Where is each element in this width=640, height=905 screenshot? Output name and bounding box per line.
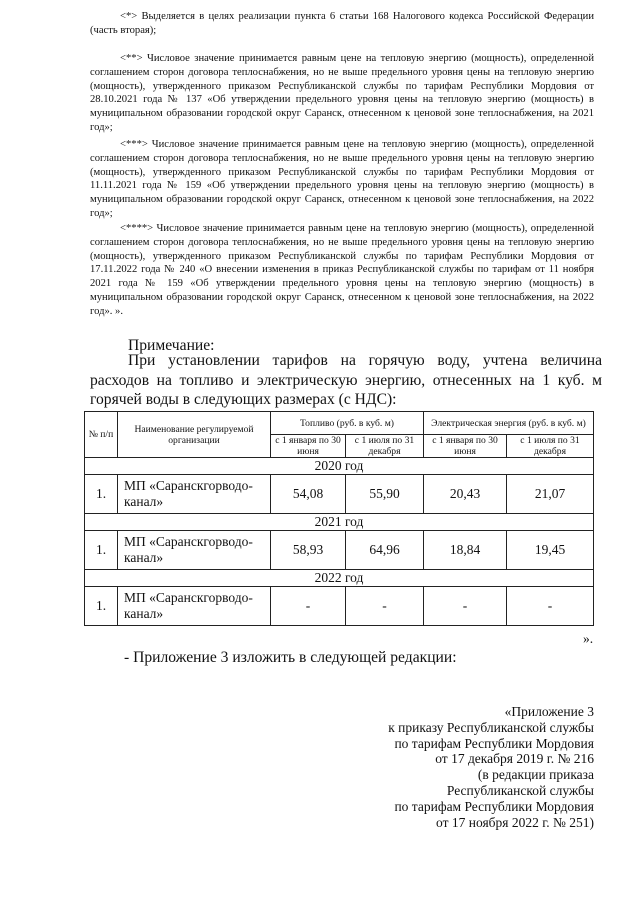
header-electric: Электрическая энергия (руб. в куб. м) [424, 412, 594, 435]
footnote-2 [90, 52, 594, 135]
row-fuel-1: 58,93 [271, 531, 346, 570]
year-row [85, 458, 594, 475]
appendix-header-line: по тарифам Республики Мордовия [394, 798, 594, 814]
row-fuel-1: 54,08 [271, 475, 346, 514]
header-num: № п/п [85, 412, 118, 458]
row-org: МП «Саранскгорводо-канал» [118, 587, 271, 626]
footnote-1 [90, 10, 594, 38]
closing-quote: ». [583, 631, 594, 646]
row-org: МП «Саранскгорводо-канал» [118, 531, 271, 570]
row-num: 1. [85, 531, 118, 570]
header-electric-period-2: с 1 июля по 31 декабря [507, 435, 594, 458]
header-fuel-period-1: с 1 января по 30 июня [271, 435, 346, 458]
appendix-header-line: «Приложение 3 [504, 704, 594, 719]
appendix-header-line: от 17 ноября 2022 г. № 251) [436, 814, 594, 830]
note-text-body: При установлении тарифов на горячую воду, учтена величина расходов на топливо и электрическую энергию, отнесенных на 1 куб. м горячей воды в следующих размерах (с НДС): [90, 352, 602, 408]
year-row [85, 514, 594, 531]
row-org: МП «Саранскгорводо-канал» [118, 475, 271, 514]
footnote-2-text: <**> Числовое значение принимается равным цене на тепловую энергию (мощность), определенной соглашением сторон договора теплоснабжения, но не выше предельного уровня цены на тепловую энергию (мощность), утвержденного приказом Республиканской службы по тарифам Республики Мордовия от 28.10.2021 года № 137 «Об утверждении предельного уровня цены на тепловую энергию (мощность) в муниципальном образовании городской округ Саранск, отнесенном к ценовой зоне теплоснабжения, на 2021 год»; [90, 53, 594, 133]
header-electric-period-1: с 1 января по 30 июня [424, 435, 507, 458]
footnote-3 [90, 138, 594, 221]
table-row [85, 587, 594, 626]
year-label: 2022 год [85, 570, 594, 587]
appendix-header-line: по тарифам Республики Мордовия [394, 735, 594, 751]
appendix-header-line: к приказу Республиканской службы [388, 719, 594, 735]
appendix-header-line: от 17 декабря 2019 г. № 216 [435, 751, 594, 767]
row-electric-2: - [507, 587, 594, 626]
header-fuel-period-2: с 1 июля по 31 декабря [346, 435, 424, 458]
table-row [85, 475, 594, 514]
year-label: 2021 год [85, 514, 594, 531]
footnote-3-text: <***> Числовое значение принимается равным цене на тепловую энергию (мощность), определенной соглашением сторон договора теплоснабжения, но не выше предельного уровня цены на тепловую энергию (мощность), утвержденного приказом Республиканской службы по тарифам Республики Мордовия от 11.11.2021 года № 159 «Об утверждении предельного уровня цены на тепловую энергию (мощность) в муниципальном образовании городской округ Саранск, отнесенном к ценовой зоне теплоснабжения, на 2022 год»; [90, 139, 594, 219]
row-num: 1. [85, 587, 118, 626]
appendix-header-line: (в редакции приказа [477, 767, 594, 783]
header-org: Наименование регулируемой организации [118, 412, 271, 458]
row-fuel-2: 64,96 [346, 531, 424, 570]
footnote-4 [90, 222, 594, 319]
row-num: 1. [85, 475, 118, 514]
note-text [90, 351, 602, 410]
appendix-instruction: - Приложение 3 изложить в следующей редакции: [124, 649, 457, 666]
footnote-1-text: <*> Выделяется в целях реализации пункта 6 статьи 168 Налогового кодекса Российской Федерации (часть вторая); [90, 11, 594, 36]
footnote-4-text: <****> Числовое значение принимается равным цене на тепловую энергию (мощность), определенной соглашением сторон договора теплоснабжения, но не выше предельного уровня цены на тепловую энергию (мощность), утвержденного приказом Республиканской службы по тарифам Республики Мордовия от 17.11.2022 года № 240 «О внесении изменения в приказ Республиканской службы по тарифам от 11 ноября 2021 года № 159 «Об утверждении предельного уровня цены на тепловую энергию (мощность) в муниципальном образовании городской округ Саранск, отнесенном к ценовой зоне теплоснабжения, на 2022 год». ». [90, 223, 594, 317]
header-fuel: Топливо (руб. в куб. м) [271, 412, 424, 435]
year-label: 2020 год [85, 458, 594, 475]
appendix-header-line: Республиканской службы [446, 782, 594, 798]
row-fuel-2: 55,90 [346, 475, 424, 514]
year-row [85, 570, 594, 587]
row-electric-2: 19,45 [507, 531, 594, 570]
note-title: Примечание: [128, 337, 215, 354]
appendix-header-block [388, 704, 594, 830]
row-fuel-2: - [346, 587, 424, 626]
row-electric-1: 18,84 [424, 531, 507, 570]
table-row [85, 531, 594, 570]
row-electric-1: 20,43 [424, 475, 507, 514]
row-fuel-1: - [271, 587, 346, 626]
tariff-table [84, 411, 594, 626]
row-electric-2: 21,07 [507, 475, 594, 514]
row-electric-1: - [424, 587, 507, 626]
